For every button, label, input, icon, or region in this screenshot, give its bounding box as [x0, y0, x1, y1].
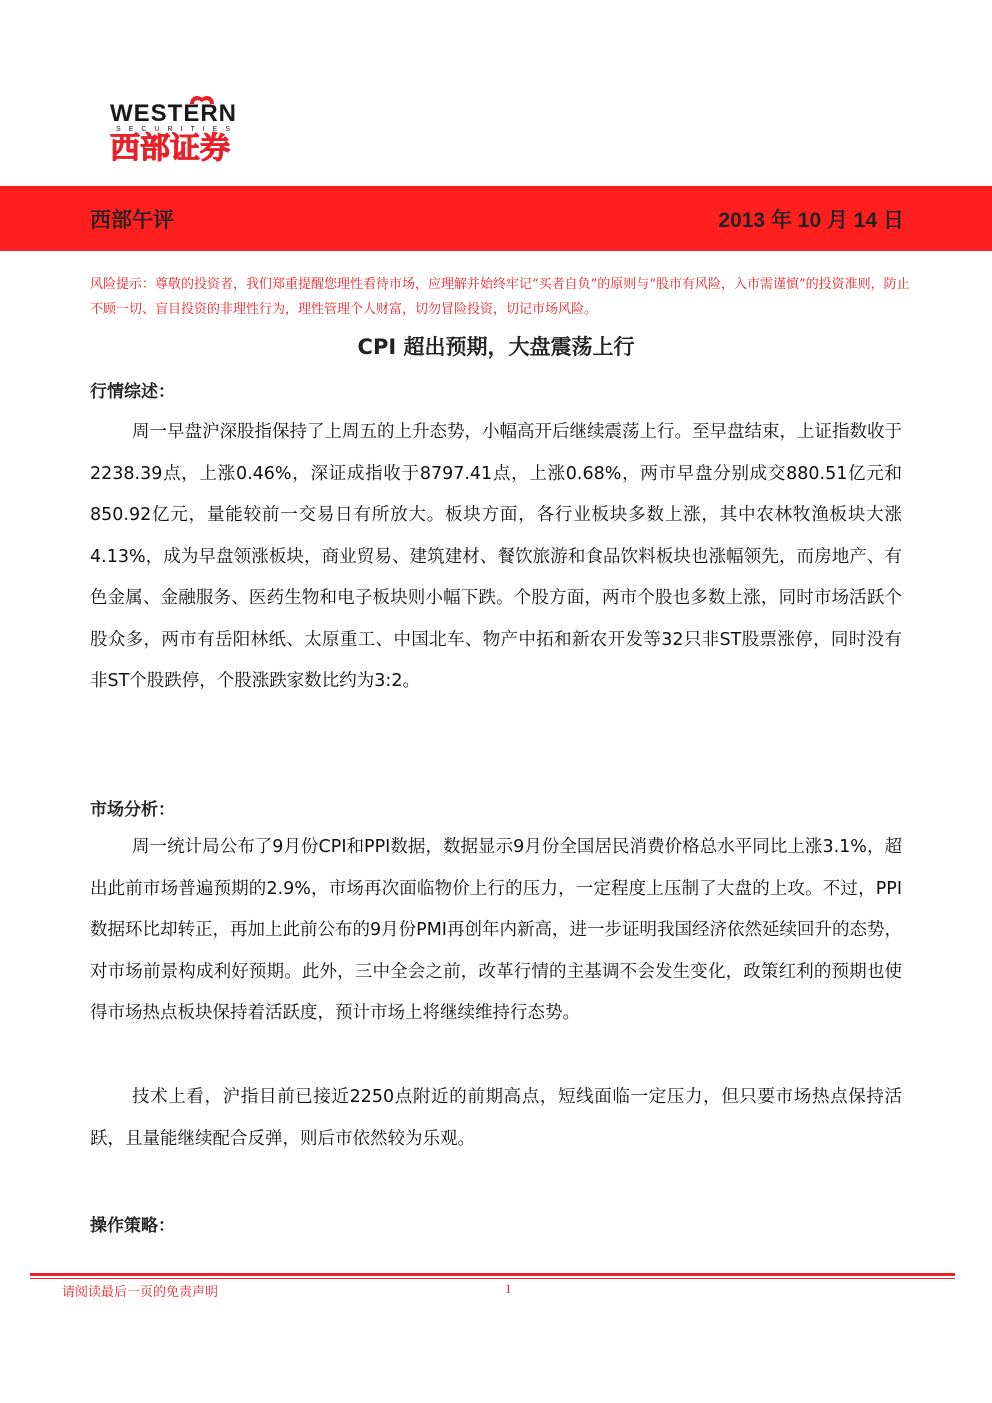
- page-number: 1: [505, 1281, 512, 1296]
- header-banner: [0, 186, 992, 251]
- overview-paragraph: 周一早盘沪深股指保持了上周五的上升态势，小幅高开后继续震荡上行。至早盘结束，上证指数收于2238.39点，上涨0.46%，深证成指收于8797.41点，上涨0.68%，两市早盘分别成交880.51亿元和850.92亿元，量能较前一交易日有所放大。板块方面，各行业板块多数上涨，其中农林牧渔板块大涨4.13%，成为早盘领涨板块，商业贸易、建筑建材、餐饮旅游和食品饮料板块也涨幅领先，而房地产、有色金属、金融服务、医药生物和电子板块则小幅下跌。个股方面，两市个股也多数上涨，同时市场活跃个股众多，两市有岳阳林纸、太原重工、中国北车、物产中拓和新农开发等32只非ST股票涨停，同时没有非ST个股跌停，个股涨跌家数比约为3:2。: [90, 422, 902, 691]
- section-heading-analysis: 市场分析：: [90, 800, 175, 820]
- footer-divider-thin: [30, 1278, 955, 1279]
- logo-chinese-name: 西部证券: [110, 131, 230, 166]
- article-headline: CPI 超出预期，大盘震荡上行: [357, 335, 635, 359]
- western-securities-logo: [110, 92, 285, 166]
- analysis-paragraph-1: 周一统计局公布了9月份CPI和PPI数据，数据显示9月份全国居民消费价格总水平同比上涨3.1%，超出此前市场普遍预期的2.9%，市场再次面临物价上行的压力，一定程度上压制了大盘的上攻。不过，PPI数据环比却转正，再加上此前公布的9月份PMI再创年内新高，进一步证明我国经济依然延续回升的态势，对市场前景构成利好预期。此外，三中全会之前，改革行情的主基调不会发生变化，政策红利的预期也使得市场热点板块保持着活跃度，预计市场上将继续维持行态势。: [90, 837, 902, 1023]
- footer-divider-thick: [30, 1273, 955, 1276]
- analysis-paragraph-2: 技术上看，沪指目前已接近2250点附近的前期高点，短线面临一定压力，但只要市场热点保持活跃，且量能继续配合反弹，则后市依然较为乐观。: [90, 1087, 902, 1149]
- report-date: 2013 年 10 月 14 日: [718, 209, 904, 232]
- report-title: 西部午评: [90, 208, 174, 232]
- disclaimer-note: 请阅读最后一页的免责声明: [62, 1285, 219, 1300]
- risk-notice: 风险提示：尊敬的投资者，我们郑重提醒您理性看待市场，应理解并始终牢记“买者自负”的原则与“股市有风险，入市需谨慎”的投资准则，防止不顾一切、盲目投资的非理性行为，理性管理个人财富，切勿冒险投资，切记市场风险。: [90, 277, 910, 317]
- logo-subtitle: SECURITIES: [116, 126, 239, 133]
- logo-english-name: WESTERN: [110, 100, 237, 127]
- section-heading-strategy: 操作策略：: [90, 1216, 175, 1236]
- section-heading-overview: 行情综述：: [90, 382, 175, 402]
